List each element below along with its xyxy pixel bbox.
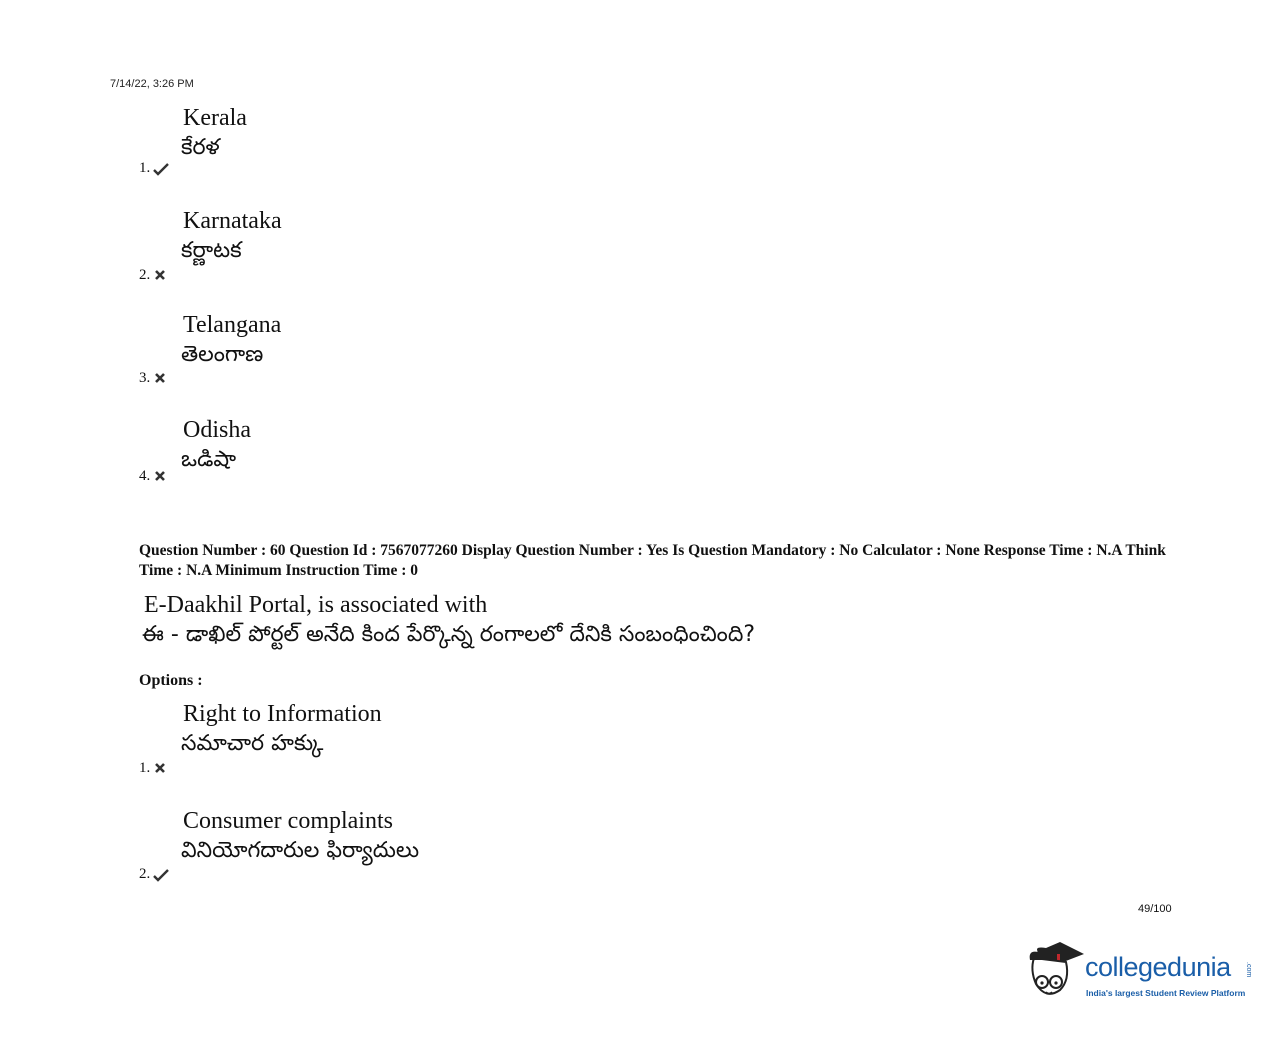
option-english: Karnataka <box>183 208 282 234</box>
cross-mark-icon <box>153 372 169 386</box>
print-timestamp: 7/14/22, 3:26 PM <box>110 78 194 90</box>
option-number: 3. <box>139 370 169 387</box>
cross-mark-icon <box>153 762 169 776</box>
options-label: Options : <box>139 672 203 689</box>
page-number: 49/100 <box>1138 903 1172 915</box>
option-english: Telangana <box>183 312 282 338</box>
option-english: Right to Information <box>183 701 382 727</box>
option-number: 2. <box>139 866 169 883</box>
option-telugu: వినియోగదారుల ఫిర్యాదులు <box>181 838 420 863</box>
logo-domain: .com <box>1245 962 1252 978</box>
question-text-english: E-Daakhil Portal, is associated with <box>144 592 488 618</box>
option-telugu: కర్ణాటక <box>181 238 242 263</box>
cross-mark-icon <box>153 269 169 283</box>
question-meta: Question Number : 60 Question Id : 7567077260 Display Question Number : Yes Is Question Mandatory : No Calculator : None Response Time : N.A Think Time : N.A Minimum Instruction Time : 0 <box>139 542 1166 579</box>
cross-mark-icon <box>153 470 169 484</box>
check-mark-icon <box>153 162 169 176</box>
option-english: Consumer complaints <box>183 808 393 834</box>
option-number: 4. <box>139 468 169 485</box>
option-english: Kerala <box>183 105 247 131</box>
question-text-telugu: ఈ - డాఖిల్ పోర్టల్ అనేది కింద పేర్కొన్న రంగాలలో దేనికి సంబంధించింది? <box>142 622 756 647</box>
option-number: 1. <box>139 160 169 177</box>
option-telugu: సమాచార హక్కు <box>181 731 324 756</box>
mascot-logo-icon <box>1024 940 1086 1010</box>
option-number: 2. <box>139 267 169 284</box>
check-mark-icon <box>153 868 169 882</box>
logo-tagline: India's largest Student Review Platform <box>1086 988 1246 998</box>
logo-wordmark: collegedunia <box>1085 952 1231 982</box>
option-telugu: కేరళ <box>181 135 220 160</box>
option-telugu: తెలంగాణ <box>181 342 264 367</box>
option-english: Odisha <box>183 417 251 443</box>
option-number: 1. <box>139 760 169 777</box>
collegedunia-logo <box>1024 940 1264 1010</box>
option-telugu: ఒడిషా <box>181 447 237 472</box>
